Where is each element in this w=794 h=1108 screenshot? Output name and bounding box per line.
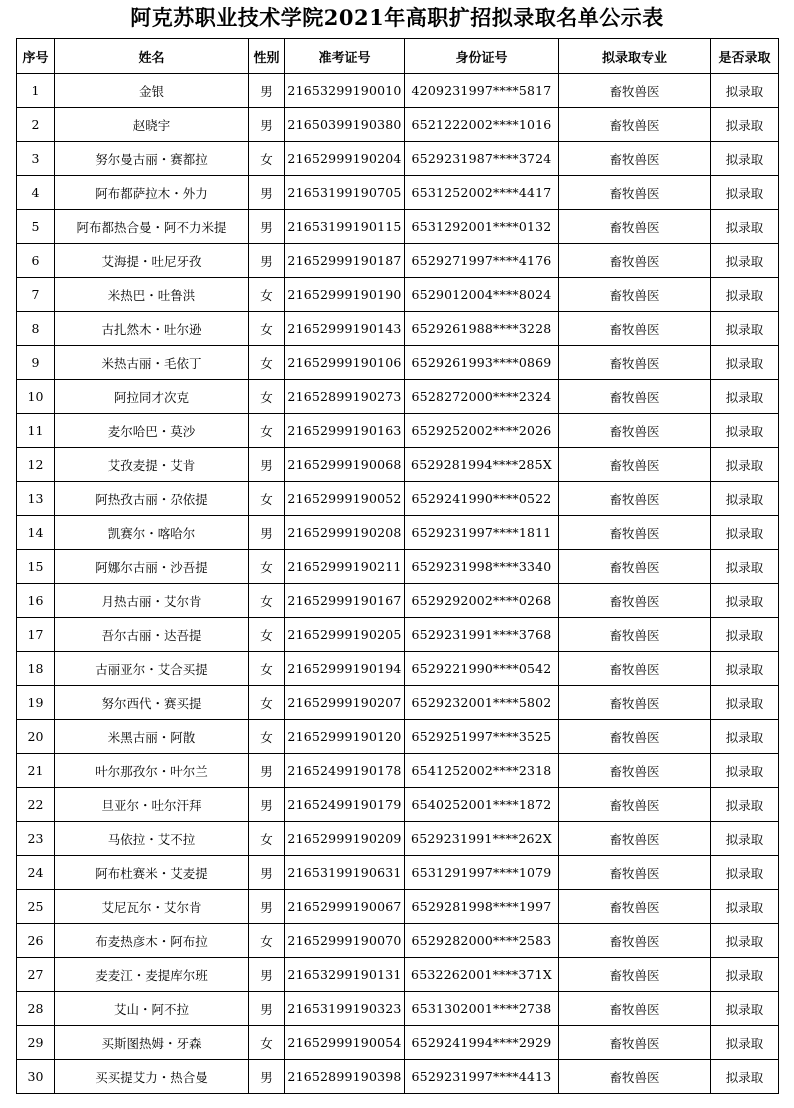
admission-status-cell: 拟录取 xyxy=(711,890,779,924)
admission-status-cell: 拟录取 xyxy=(711,856,779,890)
gender-cell: 女 xyxy=(249,720,285,754)
exam-number-cell: 21652999190054 xyxy=(285,1026,405,1060)
index-cell: 16 xyxy=(17,584,55,618)
gender-cell: 女 xyxy=(249,1026,285,1060)
major-cell: 畜牧兽医 xyxy=(559,686,711,720)
exam-number-cell: 21652999190067 xyxy=(285,890,405,924)
major-cell: 畜牧兽医 xyxy=(559,754,711,788)
admission-status-cell: 拟录取 xyxy=(711,652,779,686)
major-cell: 畜牧兽医 xyxy=(559,1060,711,1094)
name-cell: 米热巴・吐鲁洪 xyxy=(55,278,249,312)
id-number-cell: 6529252002****2026 xyxy=(405,414,559,448)
admission-status-cell: 拟录取 xyxy=(711,584,779,618)
gender-cell: 女 xyxy=(249,686,285,720)
major-cell: 畜牧兽医 xyxy=(559,788,711,822)
id-number-cell: 6529251997****3525 xyxy=(405,720,559,754)
exam-number-cell: 21652999190190 xyxy=(285,278,405,312)
id-number-cell: 6529281998****1997 xyxy=(405,890,559,924)
name-cell: 艾海提・吐尼牙孜 xyxy=(55,244,249,278)
name-cell: 旦亚尔・吐尔汗拜 xyxy=(55,788,249,822)
table-row xyxy=(17,550,779,584)
id-number-cell: 6529282000****2583 xyxy=(405,924,559,958)
name-cell: 阿布都萨拉木・外力 xyxy=(55,176,249,210)
major-cell: 畜牧兽医 xyxy=(559,890,711,924)
name-cell: 古丽亚尔・艾合买提 xyxy=(55,652,249,686)
index-cell: 26 xyxy=(17,924,55,958)
admission-status-cell: 拟录取 xyxy=(711,550,779,584)
major-cell: 畜牧兽医 xyxy=(559,448,711,482)
id-number-cell: 6528272000****2324 xyxy=(405,380,559,414)
name-cell: 阿布都热合曼・阿不力米提 xyxy=(55,210,249,244)
table-row xyxy=(17,176,779,210)
gender-cell: 女 xyxy=(249,584,285,618)
name-cell: 米热古丽・毛依丁 xyxy=(55,346,249,380)
admission-status-cell: 拟录取 xyxy=(711,74,779,108)
exam-number-cell: 21652999190209 xyxy=(285,822,405,856)
exam-number-cell: 21652999190211 xyxy=(285,550,405,584)
id-number-cell: 6529231991****262X xyxy=(405,822,559,856)
name-cell: 艾尼瓦尔・艾尔肯 xyxy=(55,890,249,924)
gender-cell: 男 xyxy=(249,958,285,992)
table-row xyxy=(17,890,779,924)
admission-status-cell: 拟录取 xyxy=(711,448,779,482)
admission-status-cell: 拟录取 xyxy=(711,686,779,720)
gender-cell: 男 xyxy=(249,244,285,278)
index-cell: 12 xyxy=(17,448,55,482)
gender-cell: 女 xyxy=(249,652,285,686)
header-index: 序号 xyxy=(17,39,55,74)
gender-cell: 男 xyxy=(249,890,285,924)
name-cell: 月热古丽・艾尔肯 xyxy=(55,584,249,618)
header-admission-status: 是否录取 xyxy=(711,39,779,74)
admission-status-cell: 拟录取 xyxy=(711,924,779,958)
index-cell: 24 xyxy=(17,856,55,890)
major-cell: 畜牧兽医 xyxy=(559,856,711,890)
name-cell: 米黑古丽・阿散 xyxy=(55,720,249,754)
name-cell: 马依拉・艾不拉 xyxy=(55,822,249,856)
gender-cell: 男 xyxy=(249,992,285,1026)
major-cell: 畜牧兽医 xyxy=(559,482,711,516)
index-cell: 8 xyxy=(17,312,55,346)
name-cell: 凯赛尔・喀哈尔 xyxy=(55,516,249,550)
index-cell: 17 xyxy=(17,618,55,652)
table-row xyxy=(17,652,779,686)
id-number-cell: 6529261993****0869 xyxy=(405,346,559,380)
gender-cell: 男 xyxy=(249,1060,285,1094)
gender-cell: 女 xyxy=(249,550,285,584)
name-cell: 金银 xyxy=(55,74,249,108)
id-number-cell: 6532262001****371X xyxy=(405,958,559,992)
index-cell: 5 xyxy=(17,210,55,244)
index-cell: 6 xyxy=(17,244,55,278)
major-cell: 畜牧兽医 xyxy=(559,516,711,550)
id-number-cell: 6521222002****1016 xyxy=(405,108,559,142)
major-cell: 畜牧兽医 xyxy=(559,74,711,108)
major-cell: 畜牧兽医 xyxy=(559,414,711,448)
table-body xyxy=(17,74,779,1094)
table-row xyxy=(17,584,779,618)
index-cell: 9 xyxy=(17,346,55,380)
admission-status-cell: 拟录取 xyxy=(711,754,779,788)
admission-status-cell: 拟录取 xyxy=(711,278,779,312)
gender-cell: 女 xyxy=(249,924,285,958)
table-row xyxy=(17,278,779,312)
major-cell: 畜牧兽医 xyxy=(559,1026,711,1060)
admission-status-cell: 拟录取 xyxy=(711,108,779,142)
id-number-cell: 6529232001****5802 xyxy=(405,686,559,720)
id-number-cell: 6531291997****1079 xyxy=(405,856,559,890)
gender-cell: 男 xyxy=(249,176,285,210)
table-row xyxy=(17,720,779,754)
admission-status-cell: 拟录取 xyxy=(711,142,779,176)
index-cell: 15 xyxy=(17,550,55,584)
gender-cell: 女 xyxy=(249,618,285,652)
header-name: 姓名 xyxy=(55,39,249,74)
name-cell: 麦麦江・麦提库尔班 xyxy=(55,958,249,992)
id-number-cell: 4209231997****5817 xyxy=(405,74,559,108)
id-number-cell: 6531292001****0132 xyxy=(405,210,559,244)
exam-number-cell: 21652999190167 xyxy=(285,584,405,618)
admission-status-cell: 拟录取 xyxy=(711,346,779,380)
admission-status-cell: 拟录取 xyxy=(711,210,779,244)
name-cell: 艾孜麦提・艾肯 xyxy=(55,448,249,482)
exam-number-cell: 21653199190631 xyxy=(285,856,405,890)
table-row xyxy=(17,992,779,1026)
id-number-cell: 6529292002****0268 xyxy=(405,584,559,618)
gender-cell: 女 xyxy=(249,822,285,856)
exam-number-cell: 21652999190143 xyxy=(285,312,405,346)
admission-status-cell: 拟录取 xyxy=(711,1060,779,1094)
index-cell: 3 xyxy=(17,142,55,176)
gender-cell: 男 xyxy=(249,210,285,244)
id-number-cell: 6529221990****0542 xyxy=(405,652,559,686)
id-number-cell: 6529012004****8024 xyxy=(405,278,559,312)
major-cell: 畜牧兽医 xyxy=(559,550,711,584)
exam-number-cell: 21652999190205 xyxy=(285,618,405,652)
table-row xyxy=(17,108,779,142)
major-cell: 畜牧兽医 xyxy=(559,176,711,210)
major-cell: 畜牧兽医 xyxy=(559,992,711,1026)
index-cell: 4 xyxy=(17,176,55,210)
admission-status-cell: 拟录取 xyxy=(711,312,779,346)
table-row xyxy=(17,74,779,108)
index-cell: 10 xyxy=(17,380,55,414)
table-row xyxy=(17,210,779,244)
index-cell: 11 xyxy=(17,414,55,448)
major-cell: 畜牧兽医 xyxy=(559,822,711,856)
exam-number-cell: 21653199190323 xyxy=(285,992,405,1026)
exam-number-cell: 21652899190398 xyxy=(285,1060,405,1094)
index-cell: 18 xyxy=(17,652,55,686)
exam-number-cell: 21653199190705 xyxy=(285,176,405,210)
name-cell: 古扎然木・吐尔逊 xyxy=(55,312,249,346)
admission-status-cell: 拟录取 xyxy=(711,414,779,448)
table-row xyxy=(17,1060,779,1094)
gender-cell: 男 xyxy=(249,788,285,822)
id-number-cell: 6529241994****2929 xyxy=(405,1026,559,1060)
gender-cell: 女 xyxy=(249,142,285,176)
major-cell: 畜牧兽医 xyxy=(559,924,711,958)
header-id-number: 身份证号 xyxy=(405,39,559,74)
id-number-cell: 6529241990****0522 xyxy=(405,482,559,516)
name-cell: 麦尔哈巴・莫沙 xyxy=(55,414,249,448)
gender-cell: 男 xyxy=(249,108,285,142)
exam-number-cell: 21652999190068 xyxy=(285,448,405,482)
id-number-cell: 6529231991****3768 xyxy=(405,618,559,652)
table-row xyxy=(17,1026,779,1060)
table-row xyxy=(17,448,779,482)
index-cell: 30 xyxy=(17,1060,55,1094)
table-row xyxy=(17,346,779,380)
table-row xyxy=(17,244,779,278)
major-cell: 畜牧兽医 xyxy=(559,244,711,278)
index-cell: 22 xyxy=(17,788,55,822)
admission-status-cell: 拟录取 xyxy=(711,822,779,856)
table-row xyxy=(17,958,779,992)
exam-number-cell: 21652899190273 xyxy=(285,380,405,414)
exam-number-cell: 21652999190106 xyxy=(285,346,405,380)
major-cell: 畜牧兽医 xyxy=(559,142,711,176)
header-major: 拟录取专业 xyxy=(559,39,711,74)
index-cell: 1 xyxy=(17,74,55,108)
table-row xyxy=(17,380,779,414)
name-cell: 阿拉同才次克 xyxy=(55,380,249,414)
gender-cell: 男 xyxy=(249,448,285,482)
id-number-cell: 6529231997****1811 xyxy=(405,516,559,550)
id-number-cell: 6529271997****4176 xyxy=(405,244,559,278)
exam-number-cell: 21650399190380 xyxy=(285,108,405,142)
gender-cell: 女 xyxy=(249,346,285,380)
admission-status-cell: 拟录取 xyxy=(711,380,779,414)
exam-number-cell: 21653299190131 xyxy=(285,958,405,992)
name-cell: 阿布杜赛米・艾麦提 xyxy=(55,856,249,890)
id-number-cell: 6529231998****3340 xyxy=(405,550,559,584)
index-cell: 20 xyxy=(17,720,55,754)
admission-status-cell: 拟录取 xyxy=(711,176,779,210)
index-cell: 7 xyxy=(17,278,55,312)
table-header-row xyxy=(17,39,779,74)
exam-number-cell: 21652499190178 xyxy=(285,754,405,788)
header-exam-number: 准考证号 xyxy=(285,39,405,74)
gender-cell: 女 xyxy=(249,312,285,346)
table-row xyxy=(17,516,779,550)
id-number-cell: 6529261988****3228 xyxy=(405,312,559,346)
exam-number-cell: 21652999190187 xyxy=(285,244,405,278)
exam-number-cell: 21652999190204 xyxy=(285,142,405,176)
gender-cell: 男 xyxy=(249,754,285,788)
major-cell: 畜牧兽医 xyxy=(559,584,711,618)
name-cell: 吾尔古丽・达吾提 xyxy=(55,618,249,652)
major-cell: 畜牧兽医 xyxy=(559,346,711,380)
index-cell: 19 xyxy=(17,686,55,720)
major-cell: 畜牧兽医 xyxy=(559,312,711,346)
admission-status-cell: 拟录取 xyxy=(711,958,779,992)
index-cell: 13 xyxy=(17,482,55,516)
admission-status-cell: 拟录取 xyxy=(711,1026,779,1060)
id-number-cell: 6541252002****2318 xyxy=(405,754,559,788)
table-row xyxy=(17,788,779,822)
gender-cell: 女 xyxy=(249,482,285,516)
exam-number-cell: 21652999190070 xyxy=(285,924,405,958)
admission-status-cell: 拟录取 xyxy=(711,720,779,754)
exam-number-cell: 21652999190208 xyxy=(285,516,405,550)
table-row xyxy=(17,754,779,788)
major-cell: 畜牧兽医 xyxy=(559,108,711,142)
name-cell: 买斯图热姆・牙森 xyxy=(55,1026,249,1060)
name-cell: 叶尔那孜尔・叶尔兰 xyxy=(55,754,249,788)
id-number-cell: 6529231997****4413 xyxy=(405,1060,559,1094)
table-row xyxy=(17,618,779,652)
id-number-cell: 6529281994****285X xyxy=(405,448,559,482)
name-cell: 努尔西代・赛买提 xyxy=(55,686,249,720)
admission-status-cell: 拟录取 xyxy=(711,788,779,822)
index-cell: 14 xyxy=(17,516,55,550)
name-cell: 赵晓宇 xyxy=(55,108,249,142)
name-cell: 阿热孜古丽・尕依提 xyxy=(55,482,249,516)
index-cell: 29 xyxy=(17,1026,55,1060)
admission-status-cell: 拟录取 xyxy=(711,992,779,1026)
major-cell: 畜牧兽医 xyxy=(559,210,711,244)
gender-cell: 男 xyxy=(249,856,285,890)
gender-cell: 女 xyxy=(249,278,285,312)
name-cell: 努尔曼古丽・赛都拉 xyxy=(55,142,249,176)
name-cell: 阿娜尔古丽・沙吾提 xyxy=(55,550,249,584)
exam-number-cell: 21653199190115 xyxy=(285,210,405,244)
major-cell: 畜牧兽医 xyxy=(559,618,711,652)
exam-number-cell: 21652999190052 xyxy=(285,482,405,516)
index-cell: 23 xyxy=(17,822,55,856)
gender-cell: 男 xyxy=(249,516,285,550)
major-cell: 畜牧兽医 xyxy=(559,380,711,414)
gender-cell: 女 xyxy=(249,414,285,448)
major-cell: 畜牧兽医 xyxy=(559,958,711,992)
table-row xyxy=(17,482,779,516)
index-cell: 21 xyxy=(17,754,55,788)
table-row xyxy=(17,312,779,346)
exam-number-cell: 21652999190207 xyxy=(285,686,405,720)
admission-status-cell: 拟录取 xyxy=(711,244,779,278)
gender-cell: 男 xyxy=(249,74,285,108)
id-number-cell: 6531302001****2738 xyxy=(405,992,559,1026)
major-cell: 畜牧兽医 xyxy=(559,720,711,754)
admission-table xyxy=(16,38,779,1094)
major-cell: 畜牧兽医 xyxy=(559,652,711,686)
gender-cell: 女 xyxy=(249,380,285,414)
name-cell: 艾山・阿不拉 xyxy=(55,992,249,1026)
index-cell: 28 xyxy=(17,992,55,1026)
page-title: 阿克苏职业技术学院2021年高职扩招拟录取名单公示表 xyxy=(130,5,664,30)
index-cell: 27 xyxy=(17,958,55,992)
exam-number-cell: 21652499190179 xyxy=(285,788,405,822)
admission-status-cell: 拟录取 xyxy=(711,482,779,516)
index-cell: 2 xyxy=(17,108,55,142)
index-cell: 25 xyxy=(17,890,55,924)
table-row xyxy=(17,414,779,448)
table-row xyxy=(17,924,779,958)
exam-number-cell: 21652999190194 xyxy=(285,652,405,686)
exam-number-cell: 21652999190163 xyxy=(285,414,405,448)
id-number-cell: 6531252002****4417 xyxy=(405,176,559,210)
id-number-cell: 6540252001****1872 xyxy=(405,788,559,822)
id-number-cell: 6529231987****3724 xyxy=(405,142,559,176)
table-row xyxy=(17,686,779,720)
admission-status-cell: 拟录取 xyxy=(711,516,779,550)
table-row xyxy=(17,856,779,890)
table-row xyxy=(17,822,779,856)
exam-number-cell: 21652999190120 xyxy=(285,720,405,754)
name-cell: 布麦热彦木・阿布拉 xyxy=(55,924,249,958)
table-row xyxy=(17,142,779,176)
name-cell: 买买提艾力・热合曼 xyxy=(55,1060,249,1094)
admission-status-cell: 拟录取 xyxy=(711,618,779,652)
header-gender: 性别 xyxy=(249,39,285,74)
exam-number-cell: 21653299190010 xyxy=(285,74,405,108)
major-cell: 畜牧兽医 xyxy=(559,278,711,312)
